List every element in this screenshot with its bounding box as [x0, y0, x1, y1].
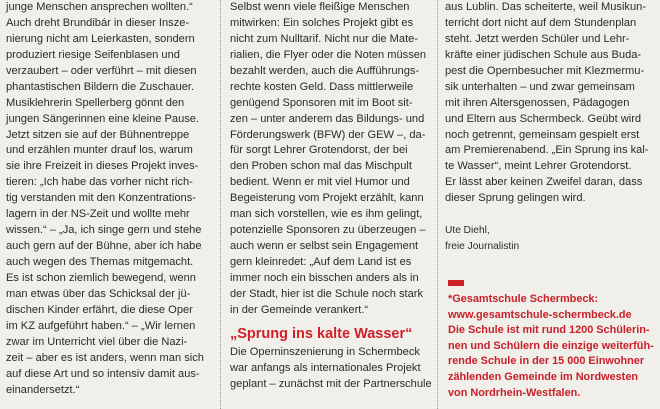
- text-line: tieren: „Ich habe das vorher nicht rich-: [6, 176, 193, 189]
- author-name: Ute Diehl,: [445, 225, 490, 237]
- text-line: Selbst wenn viele fleißige Menschen: [230, 1, 410, 13]
- text-line: junge Menschen ansprechen wollten.“: [6, 1, 193, 13]
- text-line: immer noch ein bisschen anders als in: [230, 271, 419, 284]
- text-line: auf diese Art und so intensiv damit aus-: [6, 367, 200, 380]
- info-box-line: nen und Schülern die einzige weiterfüh-: [448, 339, 654, 352]
- text-line: gern kleinredet: „Auf dem Land ist es: [230, 256, 412, 268]
- info-box-link-line[interactable]: www.gesamtschule-schermbeck.de: [448, 308, 632, 321]
- text-line: und erzählen munter drauf los, warum: [6, 144, 193, 157]
- text-line: lagern in der NS-Zeit und wollte mehr: [6, 208, 190, 221]
- school-info-box: [448, 292, 654, 401]
- text-line: aus Lublin. Das scheiterte, weil Musikun-: [445, 1, 647, 13]
- text-line: am Premierenabend. „Ein Sprung ins kal-: [445, 144, 649, 157]
- text-line: sik unterhalten – und zwar gemeinsam: [445, 80, 635, 93]
- text-line: Begeisterung vom Projekt erzählt, kann: [230, 192, 424, 205]
- text-line: Auch dreht Brundibár in dieser Insze-: [6, 16, 190, 29]
- text-line: Die Operninszenierung in Schermbeck: [230, 345, 420, 358]
- info-box-marker: [448, 280, 464, 286]
- text-line: pest die Opernbesucher mit Klezmermu-: [445, 64, 645, 77]
- text-line: bedient. Wenn er mit viel Humor und: [230, 176, 410, 189]
- text-line: und Eltern aus Schermbeck. Geübt wird: [445, 112, 642, 125]
- text-line: steht. Jetzt werden Schüler und Lehr-: [445, 32, 630, 45]
- text-line: geplant – zunächst mit der Partnerschule: [230, 377, 432, 390]
- author-role: freie Journalistin: [445, 241, 520, 253]
- text-line: Förderungswerk (BFW) der GEW –, da-: [230, 128, 426, 141]
- text-line: genügend Sponsoren mit im Boot sit-: [230, 96, 413, 109]
- text-line: rialien, die Flyer oder die Noten müssen: [230, 48, 427, 61]
- text-line: auch wenn er selbst sein Engagement: [230, 240, 419, 253]
- text-line: phantastischen Bildern die Zuschauer.: [6, 80, 195, 93]
- text-line: Es ist schon ziemlich bewegend, wenn: [6, 271, 196, 284]
- text-line: terricht dort nicht auf dem Stundenplan: [445, 16, 637, 29]
- text-line: nicht zum Nulltarif. Nicht nur die Mate-: [230, 32, 419, 45]
- text-line: einandersetzt.“: [6, 383, 80, 396]
- text-line: auch gern auf der Bühne, aber ich habe: [6, 240, 202, 253]
- text-line: Er lässt aber keinen Zweifel daran, dass: [445, 176, 643, 189]
- text-line: war anfangs als internationales Projekt: [230, 361, 421, 374]
- text-line: sie ihre Freizeit in dieses Projekt inves-: [6, 160, 199, 173]
- text-line: man etwas über das Schicksal der jü-: [6, 287, 191, 300]
- text-line: zeit – aber es ist anders, wenn man sich: [6, 351, 204, 364]
- article-column-3: [445, 0, 655, 255]
- text-line: noch getrennt, gemeinsam gespielt erst: [445, 128, 640, 141]
- info-box-line: von Nordrhein-Westfalen.: [448, 386, 581, 399]
- text-line: bezahlt werden, auch die Aufführungs-: [230, 64, 420, 77]
- article-column-2: [230, 0, 430, 393]
- info-box-line: zählenden Gemeinde im Nordwesten: [448, 370, 639, 383]
- column-divider: [437, 0, 438, 409]
- text-line: zwar im Unterricht viel über die Nazi-: [6, 335, 188, 348]
- text-line: Jetzt sitzen sie auf der Bühnentreppe: [6, 128, 190, 141]
- info-box-line: Die Schule ist mit rund 1200 Schülerin-: [448, 324, 650, 337]
- text-line: man sich vorstellen, wie es ihm gelingt,: [230, 208, 423, 221]
- text-line: auch wegen des Themas mitgemacht.: [6, 256, 194, 268]
- column-divider: [220, 0, 221, 409]
- text-line: verzaubert – oder verführt – mit diesen: [6, 64, 197, 77]
- text-line: für sorgt Lehrer Grotendorst, der bei: [230, 144, 408, 157]
- text-line: zen – unter anderem das Bildungs- und: [230, 112, 425, 125]
- text-line: te Wasser“, meint Lehrer Grotendorst.: [445, 160, 632, 173]
- info-box-line: rende Schule in der 15 000 Einwohner: [448, 355, 645, 368]
- text-line: in der Gemeinde verankert.“: [230, 303, 369, 316]
- text-line: dischen Kinder erfährt, die diese Oper: [6, 303, 193, 316]
- text-line: kräfte einer jüdischen Schule aus Buda-: [445, 48, 642, 61]
- text-line: nierung nicht am Leierkasten, sondern: [6, 32, 195, 45]
- text-line: potenzielle Sponsoren zu überzeugen –: [230, 224, 426, 237]
- text-line: dieser Sprung gelingen wird.: [445, 192, 586, 205]
- text-line: wissen.“ – „Ja, ich singe gern und stehe: [6, 224, 202, 237]
- text-line: mit ihren Altersgenossen, Pädagogen: [445, 96, 630, 109]
- info-box-link-line: *Gesamtschule Schermbeck:: [448, 293, 599, 305]
- text-line: produziert riesige Seifenblasen und: [6, 48, 180, 61]
- article-column-1: [6, 0, 210, 398]
- text-line: rechte kosten Geld. Dass mittlerweile: [230, 80, 414, 93]
- text-line: mitwirken: Ein solches Projekt gibt es: [230, 16, 414, 29]
- text-line: tig verstanden mit den Konzentrations-: [6, 192, 196, 205]
- text-line: Musiklehrerin Spellerberg gönnt den: [6, 96, 185, 109]
- section-heading: „Sprung ins kalte Wasser“: [230, 325, 413, 342]
- spacer: [445, 207, 655, 223]
- text-line: im KZ aufgeführt haben.“ – „Wir lernen: [6, 319, 196, 332]
- column-3-body: [445, 0, 655, 207]
- text-line: der Stadt, hier ist die Schule noch stark: [230, 287, 424, 300]
- text-line: den Proben schon mal das Mischpult: [230, 160, 412, 173]
- text-line: jungen Sängerinnen eine kleine Pause.: [6, 112, 200, 125]
